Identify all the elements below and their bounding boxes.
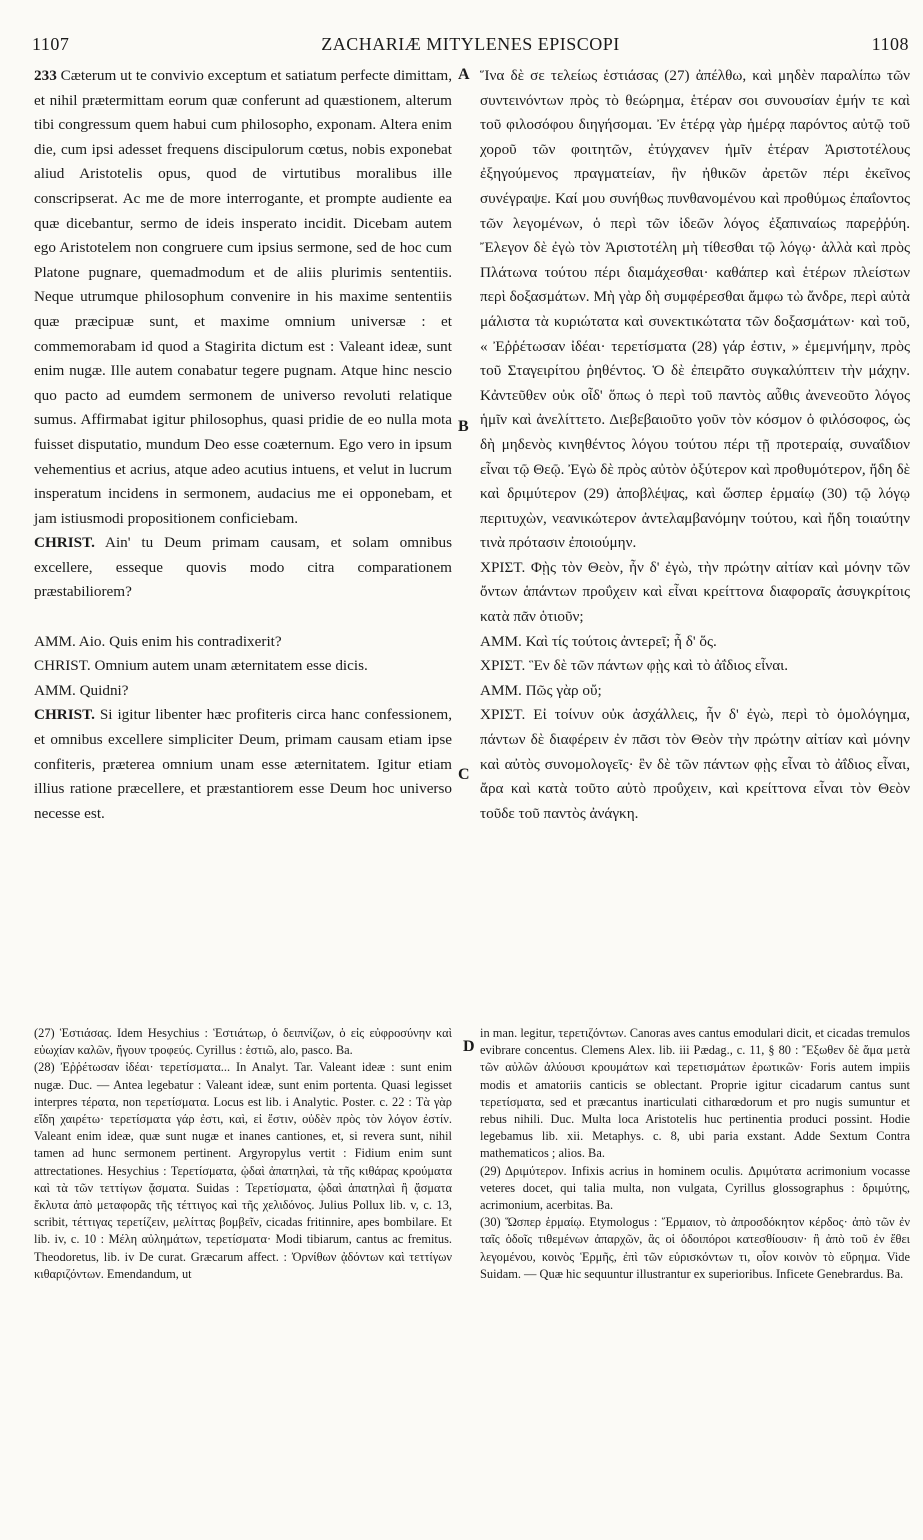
- speaker-label: ΑΜΜ.: [480, 632, 522, 650]
- margin-letter-b: B: [458, 418, 469, 435]
- speaker-label: ΧΡΙΣΤ.: [480, 558, 526, 576]
- latin-dialogue-line: [34, 679, 452, 704]
- latin-dialogue-line: [34, 703, 452, 826]
- greek-dialogue-line: [480, 556, 910, 630]
- latin-dialogue-line: [34, 654, 452, 679]
- speaker-label: CHRIST.: [34, 706, 95, 724]
- margin-letter-c: C: [458, 766, 470, 783]
- greek-dialogue-line: [480, 654, 910, 679]
- greek-dialogue-line: [480, 679, 910, 704]
- dialogue-text: Πῶς γὰρ οὔ;: [521, 681, 602, 699]
- right-page-number: 1108: [871, 34, 909, 54]
- speaker-label: AMM.: [34, 632, 76, 650]
- speaker-label: ΧΡΙΣΤ.: [480, 657, 526, 675]
- latin-column: [34, 64, 452, 826]
- dialogue-text: Aio. Quis enim his contradixerit?: [75, 632, 282, 650]
- latin-paragraph: [34, 64, 452, 531]
- margin-letter-d: D: [463, 1038, 475, 1055]
- dialogue-text: Ἓν δὲ τῶν πάντων φῂς καὶ τὸ ἀΐδιος εἶναι.: [525, 657, 789, 675]
- speaker-label: ΧΡΙΣΤ.: [480, 706, 526, 724]
- dialogue-text: Φῂς τὸν Θεὸν, ἦν δ' ἐγὼ, τὴν πρώτην αἰτίαν καὶ μόνην τῶν ὄντων ἁπάντων προΰχειν καὶ εἶναι κρείττονα διαφοραῖς ἀσυγκρίτοις κατὰ πᾶν ὁτιοῦν;: [480, 558, 910, 626]
- page-title: ZACHARIÆ MITYLENES EPISCOPI: [321, 34, 620, 54]
- footnote-30: (30) Ὥσπερ ἑρμαίῳ. Etymologus : Ἕρμαιον, τὸ ἀπροσδόκητον κέρδος· ἀπὸ τῶν ἐν ταῖς ὁδοῖς τιθεμένων ἀπαρχῶν, ἃς οἱ ὁδοιπόροι κατεσθίουσιν· ἢ ἀπὸ τοῦ ἐν ἔθει λεγομένου, κοινὸς Ἑρμῆς, ἐπὶ τῶν εὑρισκόντων τι, οἷον κοινὸν τὸ εὕρημα. Vide Suidam. — Quæ hic sequuntur illustrantur ex superioribus. Inficete Genebrardus. Ba.: [480, 1215, 910, 1281]
- dialogue-text: Καὶ τίς τούτοις ἀντερεῖ; ἦ δ' ὅς.: [521, 632, 717, 650]
- footnotes-right: [480, 1025, 910, 1283]
- latin-dialogue-line: [34, 531, 452, 605]
- greek-paragraph: Ἵνα δὲ σε τελείως ἑστιάσας (27) ἀπέλθω, καὶ μηδὲν παραλίπω τῶν συντεινόντων πρὸς τὸ θεώρημα, ἑτέραν σοι συνουσίαν ἐμήν τε καὶ τοῦ φιλοσόφου διηγήσομαι. Ἐν ἑτέρᾳ γὰρ ἡμέρᾳ παρόντος αὐτῷ τοῦ χοροῦ τῶν φοιτητῶν, ἐτύγχανεν ἡμῖν ἑτέραν Ἀριστοτέλους ἐξηγούμενος πραγματείαν, ἣν ἠθικῶν ἀρετῶν πέρι ἐκεῖνος συνέγραψε. Καί μου συνήθως πυνθανομένου καὶ προθύμως ἐπαΐοντος τῶν λεγομένων, ὁ περὶ τῶν ἰδεῶν λόγος ἐξαπιναίως παρεῤῥύη. Ἔλεγον δὲ ἐγὼ τὸν Ἀριστοτέλη μὴ τίθεσθαι τῷ λόγῳ· ἀλλὰ καὶ πρὸς Πλάτωνα τούτου πέρι διαμάχεσθαι· καθάπερ καὶ ἑτέρων πλείστων περὶ δοξασμάτων. Μὴ γὰρ δὴ συμφέρεσθαι ἄμφω τὼ ἄνδρε, περὶ αὐτὰ μάλιστα τὰ κυριώτατα καὶ συνεκτικώτατα τῶν δοξασμάτων· καὶ τοῦ, « Ἐῤῥέτωσαν ἰδέαι· τερετίσματα (28) γάρ ἐστιν, » ἐμεμνήμην, πρὸς τοῦ Σταγειρίτου ῥηθέντος. Ὁ δὲ ἐπειρᾶτο συγκαλύπτειν τὴν μάχην. Κἀντεῦθεν οὐκ οἶδ' ὅπως ὁ περὶ τοῦ παντὸς αὖθις ἀνενεοῦτο λόγος ἡμῖν καὶ ἀνελίττετο. Διεβεβαιοῦτο γοῦν τὸν κόσμον ὁ φιλόσοφος, ὡς δὴ μηδενὸς κινηθέντος λόγου τούτου πέρι τῇ προτεραίᾳ, συναΐδιον εἶναι τῷ Θεῷ. Ἐγὼ δὲ πρὸς αὐτὸν ὀξύτερον καὶ προθυμότερον, ἤδη δὲ καὶ δριμύτερον (29) ἀποβλέψας, καὶ ὥσπερ ἑρμαίῳ (30) τῷ λόγῳ περιτυχὼν, νεανικώτερον ἀντελαμβανόμην τούτου, καὶ ἤδη τοιαύτην τινὰ πρότασιν ἐποιούμην.: [480, 67, 910, 552]
- dialogue-text: Ain' tu Deum primam causam, et solam omnibus excellere, esseque quovis modo citra comparationem præstabiliorem?: [34, 534, 452, 601]
- paragraph-number: 233: [34, 67, 57, 84]
- speaker-label: CHRIST.: [34, 657, 91, 675]
- latin-text: Cæterum ut te convivio exceptum et satiatum perfecte dimittam, et nihil prætermittam eorum quæ conferunt ad quæstionem, alterum tibi congressum quem habui cum philosopho, exponam. Altera enim die, cum ipsi adesset frequens discipulorum cœtus, nobis exponebat aliud Aristotelis opus, quod de virtutibus moralibus ille conscripserat. Ac me de more interrogante, et prompte audiente ea quæ dicebantur, sermo de ideis insperato incidit. Dicebam autem ego Aristotelem non congruere cum ipsius sermone, sed de hoc cum Platone pugnare, quemadmodum et de aliis plurimis sententiis. Neque utrumque philosophum convenire in his maxime sententiis quæ præcipuæ sunt, et maxime omnium universæ : et commemorabam id quod a Stagirita dictum est : Valeant ideæ, sunt enim nugæ. Ille autem conabatur tegere pugnam. Atque hinc nescio quo pacto ad eumdem sermonem de universo revoluti relatique sumus. Affirmabat igitur philosophus, quasi pridie de eo nulla mota fuisset disputatio, mundum Deo esse coæternum. Ego vero in ipsum vehementius et acrius, atque adeo acutius intuens, et velut in lucrum insperatum incidens in sermonem, audacius me ei opponebam, et jam istiusmodi propositionem conficiebam.: [34, 67, 453, 527]
- footnotes-left: [34, 1025, 452, 1283]
- dialogue-text: Omnium autem unam æternitatem esse dicis.: [90, 657, 368, 675]
- speaker-label: AMM.: [34, 681, 76, 699]
- margin-letter-a: A: [458, 66, 470, 83]
- speaker-label: CHRIST.: [34, 534, 95, 552]
- greek-dialogue-line: [480, 703, 910, 826]
- speaker-label: ΑΜΜ.: [480, 681, 522, 699]
- dialogue-text: Εἰ τοίνυν οὐκ ἀσχάλλεις, ἦν δ' ἐγὼ, περὶ τὸ ὁμολόγημα, πάντων δὲ διαφέρειν ἐν πᾶσι τὸν Θεὸν τὴν πρώτην αἰτίαν καὶ μόνην καὶ αὐτὸς συνομολογεῖς· ἓν δὲ τῶν πάντων φῂς εἶναι τὸ ἀΐδιος εἶναι, ἄρα καὶ κατὰ τοῦτο αὐτὸ προΰχειν, καὶ κρείττονα εἶναι τὸν Θεὸν τοῦδε τοῦ παντὸς ἀνάγκη.: [480, 706, 910, 822]
- greek-column: [480, 64, 910, 826]
- footnote-28: (28) Ἐῤῥέτωσαν ἰδέαι· τερετίσματα... In Analyt. Tar. Valeant ideæ : sunt enim nugæ. Duc. — Antea legebatur : Valeant ideæ, sunt enim portenta. Quasi legisset interpres τέρατα, non τερετίσματα. Locus est lib. i Analytic. Poster. c. 22 : Τὰ γὰρ εἴδη χαιρέτω· τερετίσματα γάρ ἐστι, καὶ, εἰ ἔστιν, οὐδὲν πρὸς τὸν λόγον ἐστίν. Valeant enim ideæ, quæ sunt nugæ et inanes cantiones, et, si revera sunt, nihil tamen ad hunc sermonem pertinent. Argyropylus vertit : Fidium enim sunt attrectationes. Hesychius : Τερετίσματα, ᾠδαὶ ἀπατηλαὶ, τὰ τῆς κιθάρας κρούματα καὶ τὰ τῶν τεττίγων ᾄσματα. Suidas : Τερετίσματα, ᾠδαὶ ἀπατηλαὶ ἢ ᾄσματα ἔκλυτα ἀπὸ μεταφορᾶς τῆς τέττιγος καὶ τῆς χελιδόνος. Julius Pollux lib. v, c. 13, scribit, τέττιγας τερετίζειν, μελίττας βομβεῖν, cicadas fritinnire, apes bombilare. Et lib. iv, c. 10 : Μέλη αὐλημάτων, τερετίσματα· Modi tibiarum, cantus ac fremitus. Theodoretus, lib. iv De curat. Græcarum affect. : Ὀρνίθων ᾀδόντων καὶ τεττίγων κιθαριζόντων. Emendandum, ut: [34, 1060, 452, 1281]
- greek-dialogue-line: [480, 630, 910, 655]
- latin-dialogue-line: [34, 630, 452, 655]
- footnote-27: (27) Ἑστιάσας. Idem Hesychius : Ἑστιάτωρ, ὁ δειπνίζων, ὁ εἰς εὐφροσύνην καὶ εὐωχίαν καλῶν, ἤγουν τροφεύς. Cyrillus : ἑστιῶ, alo, pasco. Ba.: [34, 1026, 452, 1058]
- dialogue-text: Quidni?: [75, 681, 129, 699]
- left-page-number: 1107: [32, 34, 70, 54]
- dialogue-text: Si igitur libenter hæc profiteris circa hanc confessionem, et omnibus excellere simpliciter Deum, primam causam etiam ipse confiteris, præterea omnium unam esse æternitatem. Igitur etiam illius ratione præcellere, et præstantiorem esse Deum hoc universo necesse est.: [34, 706, 452, 822]
- running-header: [32, 34, 909, 56]
- footnote-28-continued: in man. legitur, τερετιζόντων. Canoras aves cantus emodulari dicit, et cicadas tremulos evibrare concentus. Clemens Alex. lib. iii Pædag., c. 11, § 80 : Ἔξωθεν δὲ ἅμα μετὰ τῶν αὐλῶν ἀλύουσι κρουμάτων καὶ τερετισμάτων ἐρωτικῶν· Foris autem impiis modis et amatoriis canticis se oblectant. Proprie igitur cicadarum cantus sunt τερετίσματα, sed et præcantus inarticulati citharœdorum et pro nugis sumuntur et rebus nihili. Duc. Multa loca Aristotelis huc pertinentia produci possint. Hodie legebamus lib. xii. Metaphys. c. 8, ubi paria exstant. Adde Sextum Contra mathematicos ; alios. Ba.: [480, 1026, 910, 1161]
- footnote-29: (29) Δριμύτερον. Infixis acrius in hominem oculis. Δριμύτατα acrimonium vocasse veteres docet, qui talia multa, non vulgata, Cyrillus glossographus : δριμύτης, acrimonium, acerbitas. Ba.: [480, 1163, 910, 1213]
